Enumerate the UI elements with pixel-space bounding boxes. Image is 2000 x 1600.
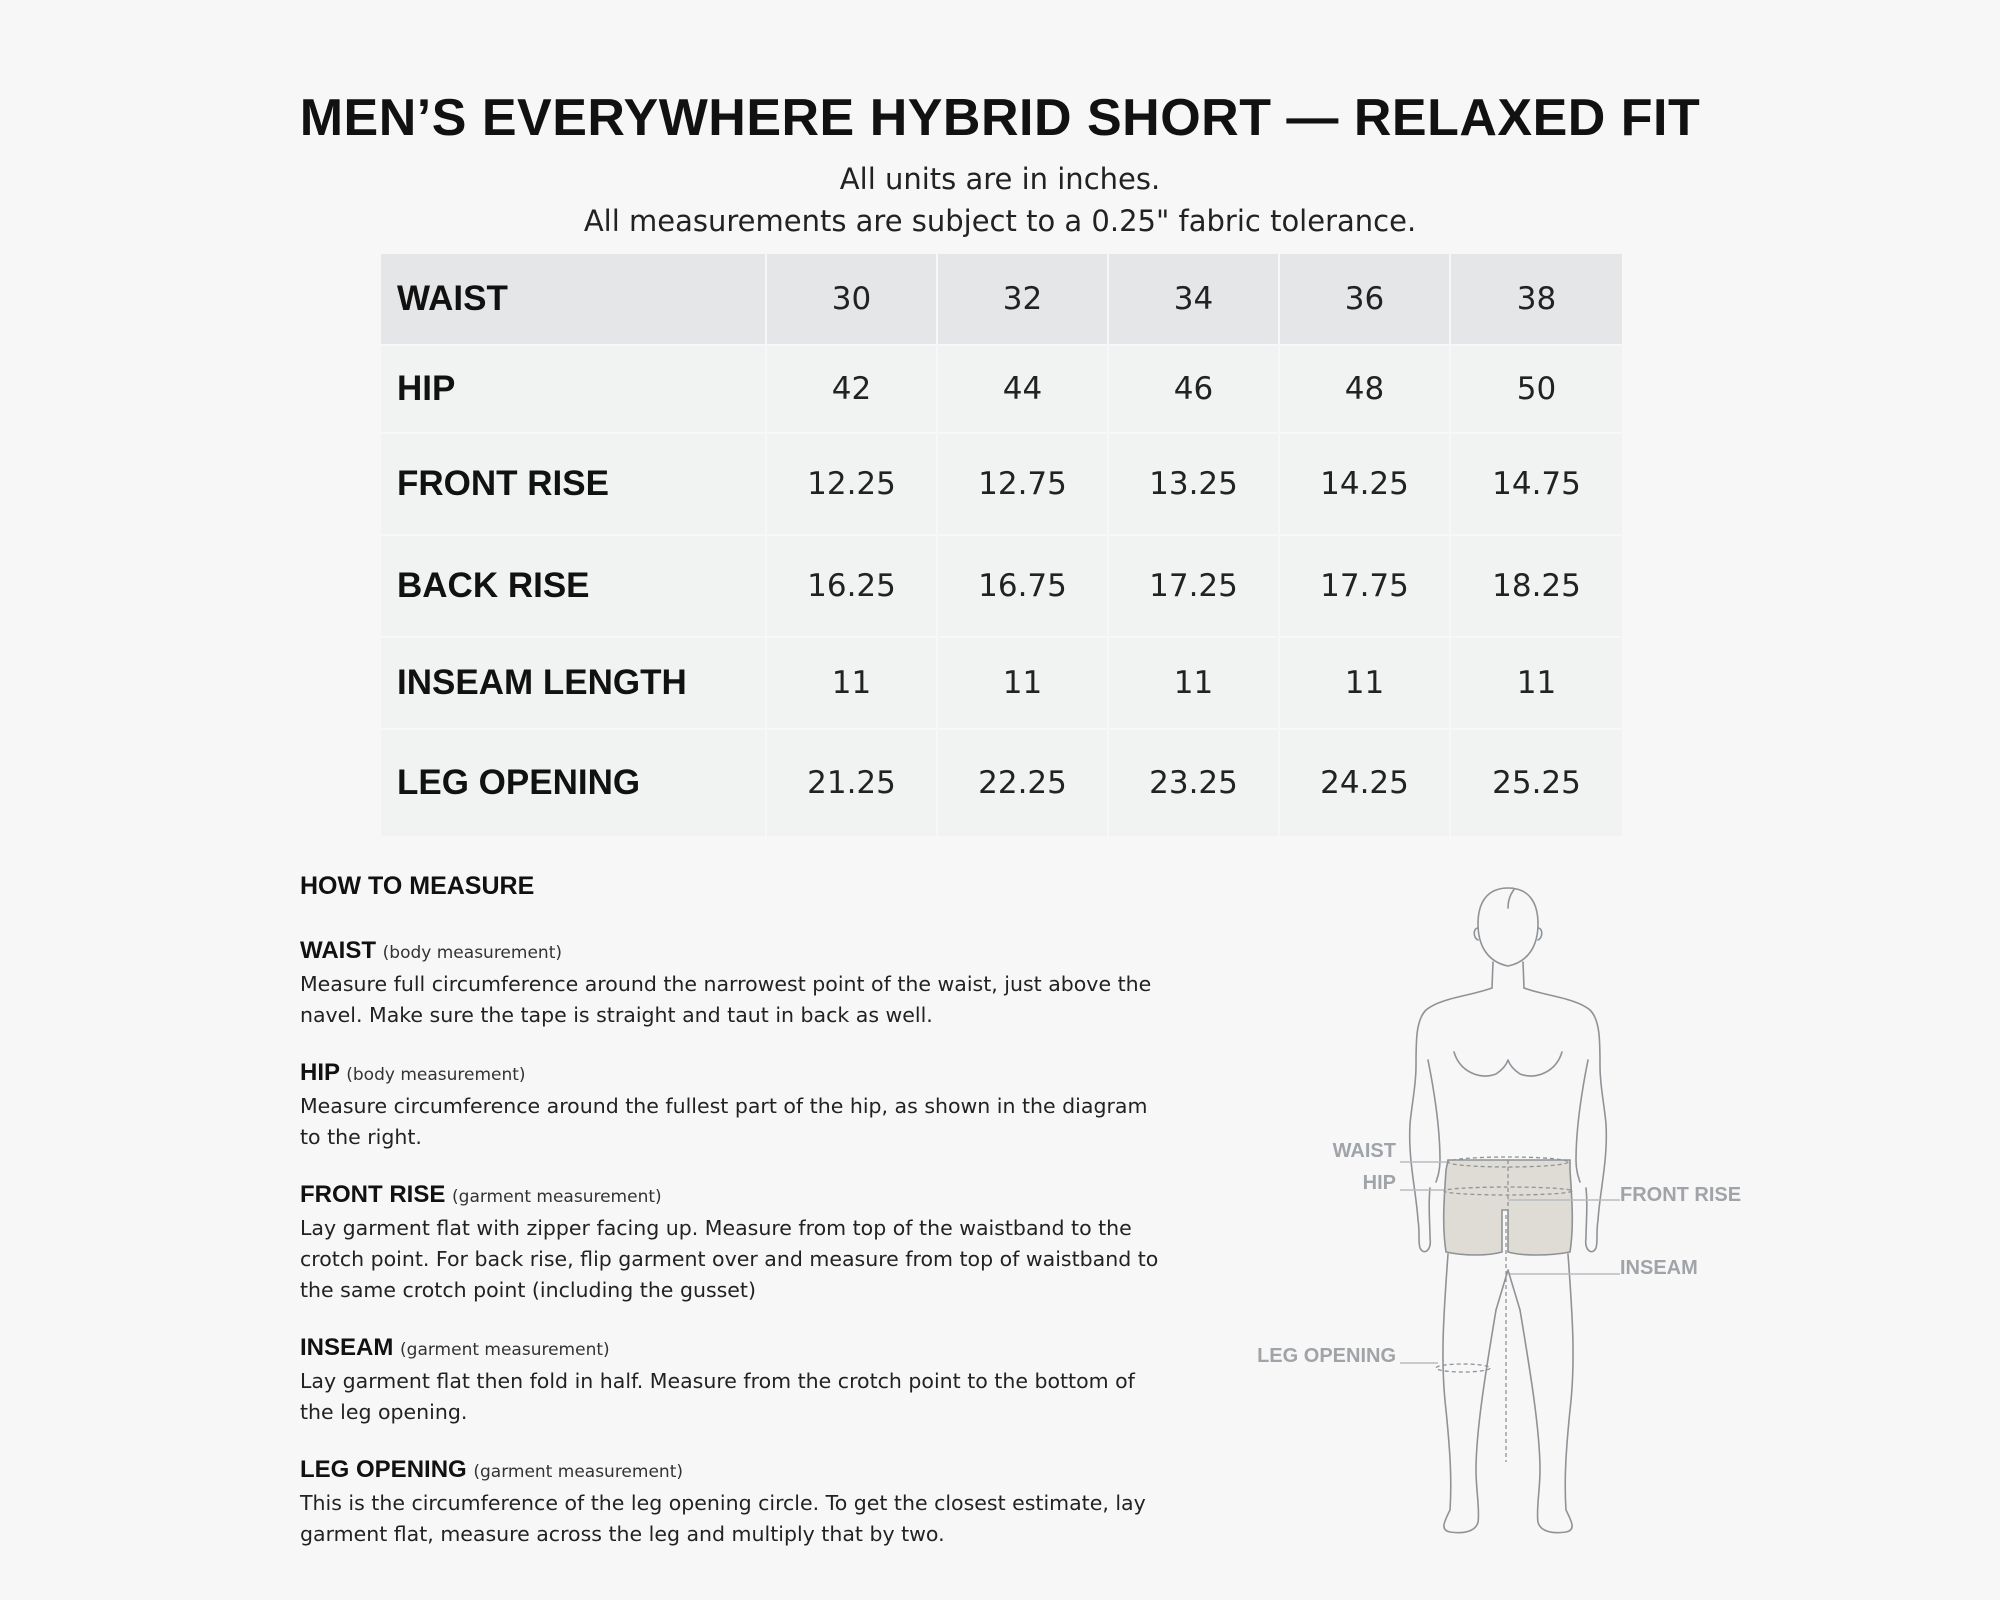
size-row: [380, 637, 1623, 729]
measure-block: [300, 1057, 1160, 1153]
measure-block: [300, 935, 1160, 1031]
size-cell: 25.25: [1450, 729, 1623, 837]
row-label: FRONT RISE: [380, 433, 766, 535]
size-cell: 12.75: [937, 433, 1108, 535]
row-label: WAIST: [380, 253, 766, 345]
size-cell: 23.25: [1108, 729, 1279, 837]
figure-legs: [1443, 1254, 1496, 1533]
size-cell: 22.25: [937, 729, 1108, 837]
size-cell: 17.75: [1279, 535, 1450, 637]
row-label: INSEAM LENGTH: [380, 637, 766, 729]
size-cell: 42: [766, 345, 937, 433]
size-cell: 14.25: [1279, 433, 1450, 535]
front-rise-label: FRONT RISE: [1620, 1184, 1742, 1206]
leg-opening-label: LEG OPENING: [1257, 1345, 1396, 1367]
size-cell: 32: [937, 253, 1108, 345]
size-cell: 12.25: [766, 433, 937, 535]
size-cell: 21.25: [766, 729, 937, 837]
size-cell: 48: [1279, 345, 1450, 433]
how-to-measure-heading: HOW TO MEASURE: [300, 872, 535, 900]
measure-block: [300, 1332, 1160, 1428]
size-row: [380, 345, 1623, 433]
size-cell: 17.25: [1108, 535, 1279, 637]
measure-type: (garment measurement): [473, 1462, 683, 1482]
size-row: [380, 433, 1623, 535]
measure-type: (body measurement): [382, 943, 562, 963]
row-label: LEG OPENING: [380, 729, 766, 837]
measure-description: Lay garment flat then fold in half. Measure from the crotch point to the bottom of the leg opening.: [300, 1369, 1135, 1424]
measure-heading: [300, 1454, 1160, 1488]
size-cell: 14.75: [1450, 433, 1623, 535]
measure-type: (garment measurement): [400, 1340, 610, 1360]
hip-label: HIP: [1362, 1172, 1396, 1194]
size-cell: 16.25: [766, 535, 937, 637]
waist-label: WAIST: [1332, 1140, 1396, 1162]
measure-heading: [300, 935, 1160, 969]
size-cell: 16.75: [937, 535, 1108, 637]
measure-description: Measure circumference around the fullest part of the hip, as shown in the diagram to the right.: [300, 1094, 1148, 1149]
measure-name: FRONT RISE: [300, 1181, 446, 1208]
measure-description: Measure full circumference around the narrowest point of the waist, just above the navel. Make sure the tape is straight and taut in back as well.: [300, 972, 1152, 1027]
measure-block: [300, 1179, 1160, 1306]
size-cell: 11: [766, 637, 937, 729]
measure-type: (body measurement): [346, 1065, 526, 1085]
body-measurement-diagram: [1240, 870, 1760, 1550]
size-cell: 13.25: [1108, 433, 1279, 535]
row-label: HIP: [380, 345, 766, 433]
size-cell: 11: [1279, 637, 1450, 729]
size-cell: 11: [1108, 637, 1279, 729]
size-row: [380, 729, 1623, 837]
measure-description: Lay garment flat with zipper facing up. Measure from top of the waistband to the crotch point. For back rise, flip garment over and measure from top of waistband to the same crotch point (including the gusset): [300, 1216, 1159, 1302]
page-title: MEN’S EVERYWHERE HYBRID SHORT — RELAXED FIT: [299, 89, 1701, 147]
size-cell: 50: [1450, 345, 1623, 433]
size-cell: 34: [1108, 253, 1279, 345]
size-cell: 30: [766, 253, 937, 345]
measure-description: This is the circumference of the leg opening circle. To get the closest estimate, lay garment flat, measure across the leg and multiply that by two.: [300, 1491, 1146, 1546]
measure-name: INSEAM: [300, 1334, 394, 1361]
figure-head: [1478, 888, 1538, 966]
size-chart-table: [379, 252, 1624, 838]
size-row: [380, 535, 1623, 637]
measure-name: HIP: [300, 1059, 340, 1086]
size-row: [380, 253, 1623, 345]
inseam-label: INSEAM: [1620, 1257, 1698, 1279]
size-cell: 11: [1450, 637, 1623, 729]
measure-type: (garment measurement): [452, 1187, 662, 1207]
measure-block: [300, 1454, 1160, 1550]
measure-heading: [300, 1179, 1160, 1213]
measure-name: LEG OPENING: [300, 1456, 467, 1483]
units-note: All units are in inches.: [839, 162, 1161, 196]
size-cell: 18.25: [1450, 535, 1623, 637]
size-cell: 24.25: [1279, 729, 1450, 837]
size-cell: 36: [1279, 253, 1450, 345]
size-cell: 11: [937, 637, 1108, 729]
how-to-measure-section: [300, 872, 1160, 1576]
measure-name: WAIST: [300, 937, 376, 964]
size-cell: 46: [1108, 345, 1279, 433]
measure-heading: [300, 1332, 1160, 1366]
leg-opening-measure-line: [1436, 1364, 1490, 1372]
size-cell: 44: [937, 345, 1108, 433]
row-label: BACK RISE: [380, 535, 766, 637]
measure-heading: [300, 1057, 1160, 1091]
tolerance-note: All measurements are subject to a 0.25" fabric tolerance.: [583, 204, 1417, 238]
size-cell: 38: [1450, 253, 1623, 345]
